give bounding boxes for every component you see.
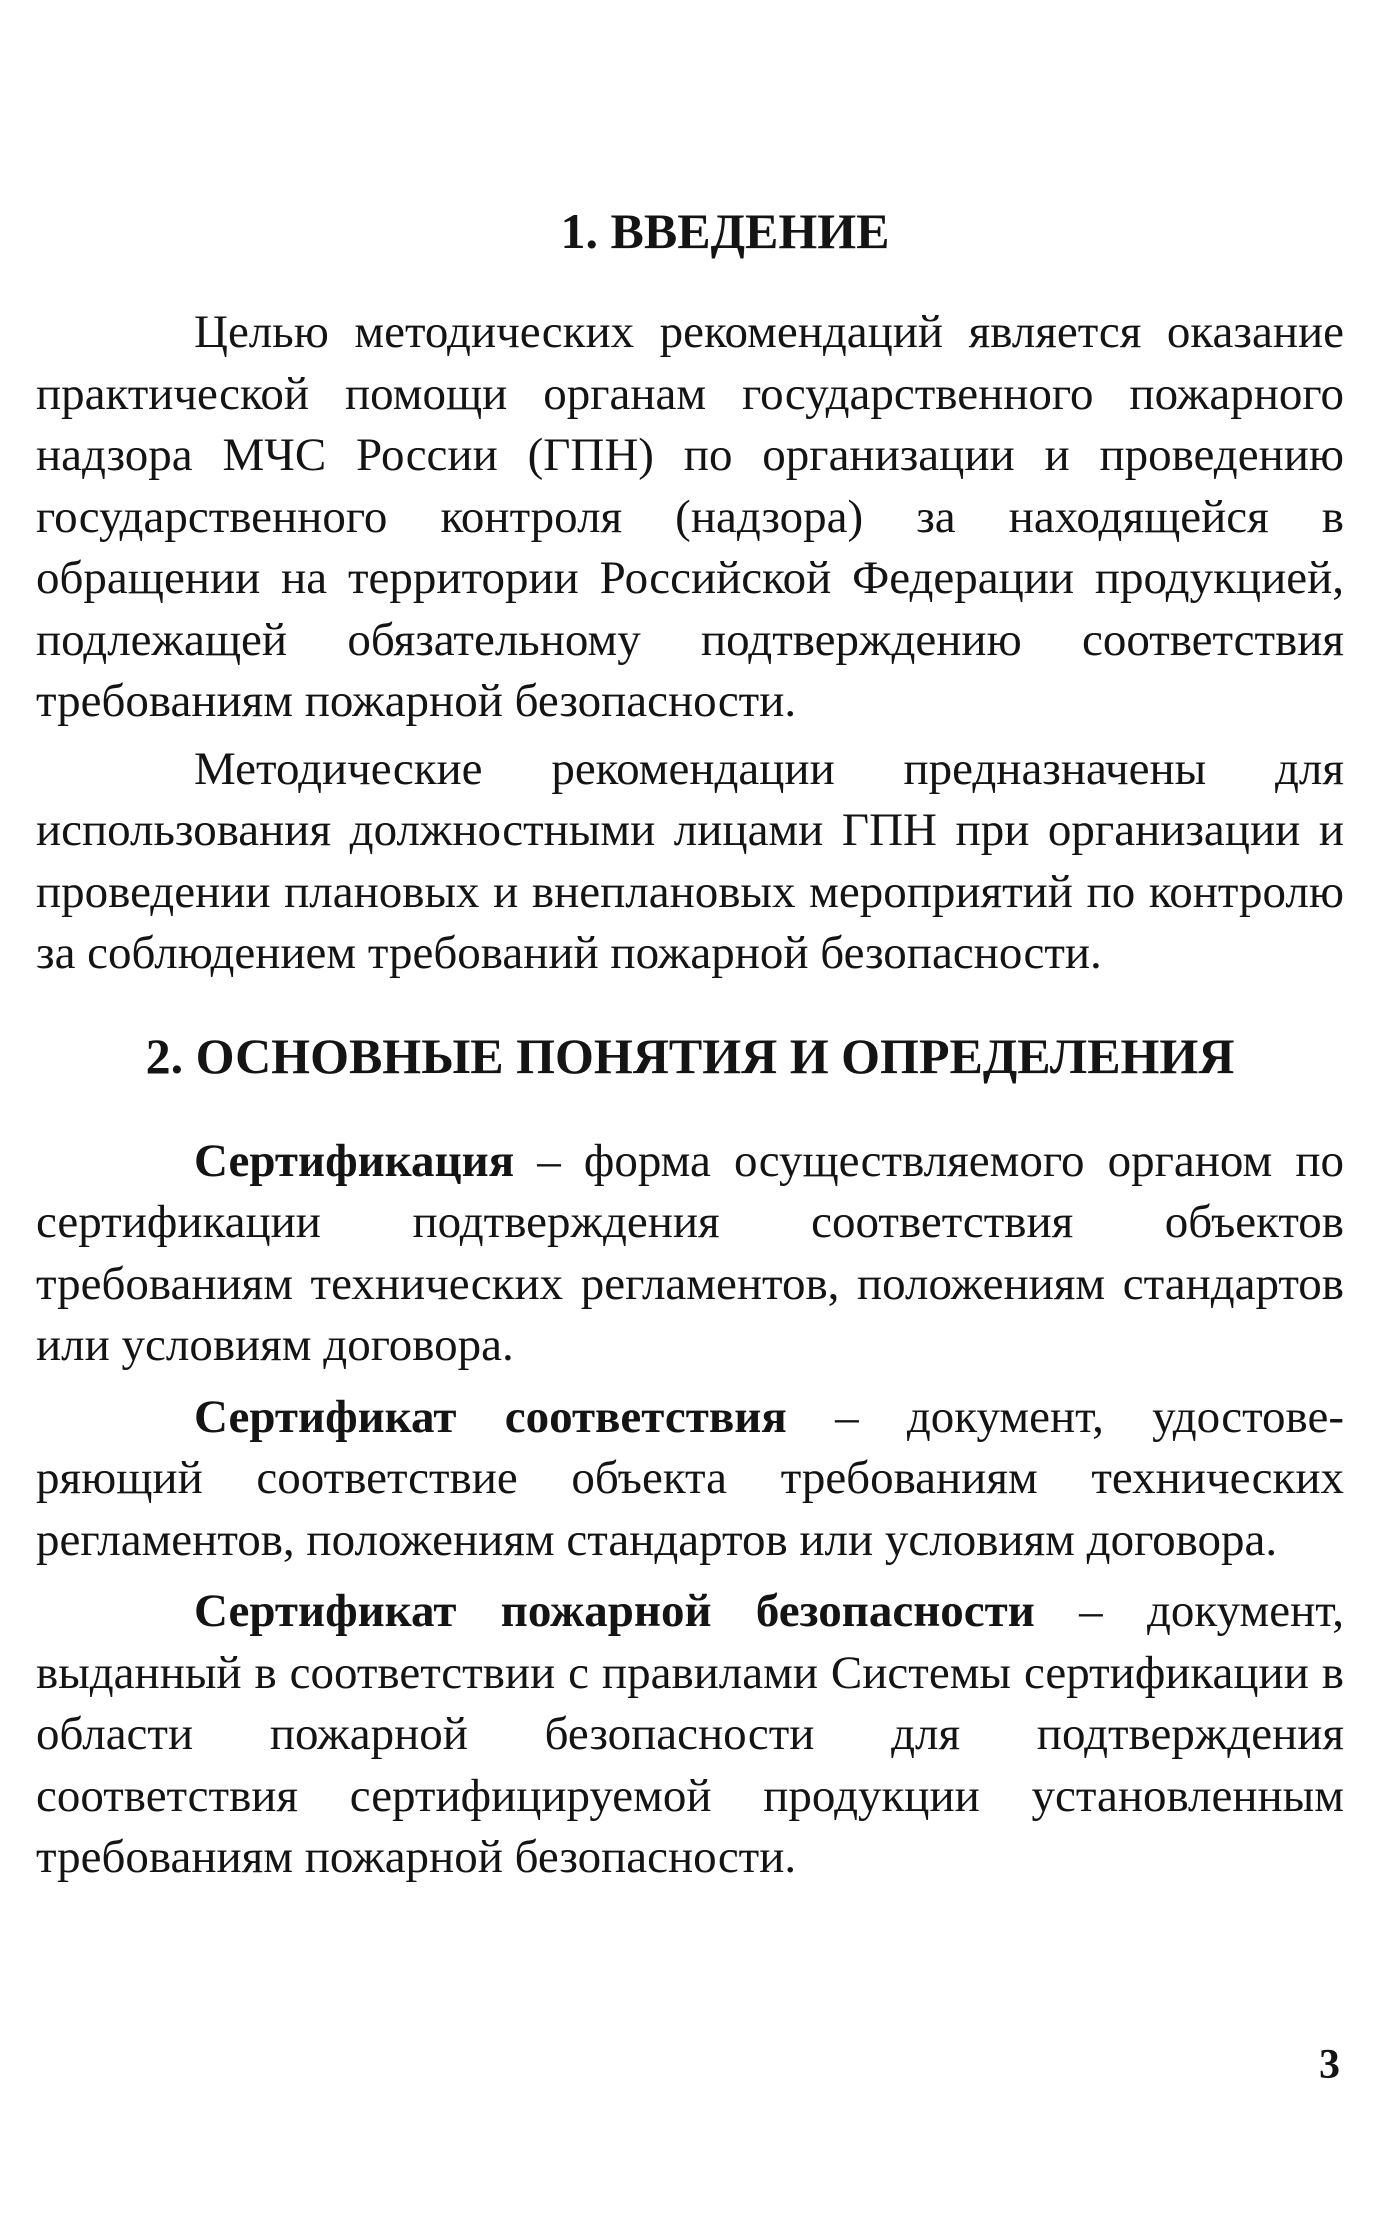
intro-paragraph-1: Целью методических рекомендаций является оказание практической помощи органам государственного пожарного надзора МЧС России (ГПН) по организации и проведению государственного контроля (надзора) за находящейся в обращении на территории Российской Федерации продукцией, подлежащей обязательному подтверждению соответствия требованиям пожарной безопасности. (36, 306, 1344, 727)
definition-text: – форма осуществляемого органом по сертификации подтверждения соответствия объектов требованиям технических регламентов, положениям стандартов или условиям договора. (36, 1134, 1344, 1371)
definition-text: – документ, выданный в соответствии с правилами Системы сертификации в области пожарной безопасности для подтверждения соответствия сертифицируемой продукции установленным требованиям пожарной безопасности. (36, 1585, 1344, 1883)
section-2-heading: 2. ОСНОВНЫЕ ПОНЯТИЯ И ОПРЕДЕЛЕНИЯ (145, 1027, 1235, 1084)
definition-fire-safety-certificate (36, 1581, 1344, 1889)
definition-term: Сертификат соответствия (194, 1390, 787, 1443)
definition-term: Сертификация (194, 1134, 515, 1187)
definition-certification (36, 1131, 1344, 1377)
section-1-heading: 1. ВВЕДЕНИЕ (560, 203, 890, 259)
document-page (36, 200, 1344, 1889)
page-number: 3 (1319, 2042, 1340, 2088)
intro-paragraph-2: Методические рекомендации предназначены для использования должностными лицами ГПН при организации и проведении плановых и внеплановых мероприятий по контролю за соблюдением требований пожарной безопасности. (36, 742, 1344, 979)
definition-text: – документ, удостоверяющий соответствие объекта требованиям технических регламентов, положениям стандартов или условиям договора. (36, 1390, 1344, 1566)
definition-conformity-certificate (36, 1387, 1344, 1572)
definition-term: Сертификат пожарной безопасности (194, 1585, 1035, 1637)
